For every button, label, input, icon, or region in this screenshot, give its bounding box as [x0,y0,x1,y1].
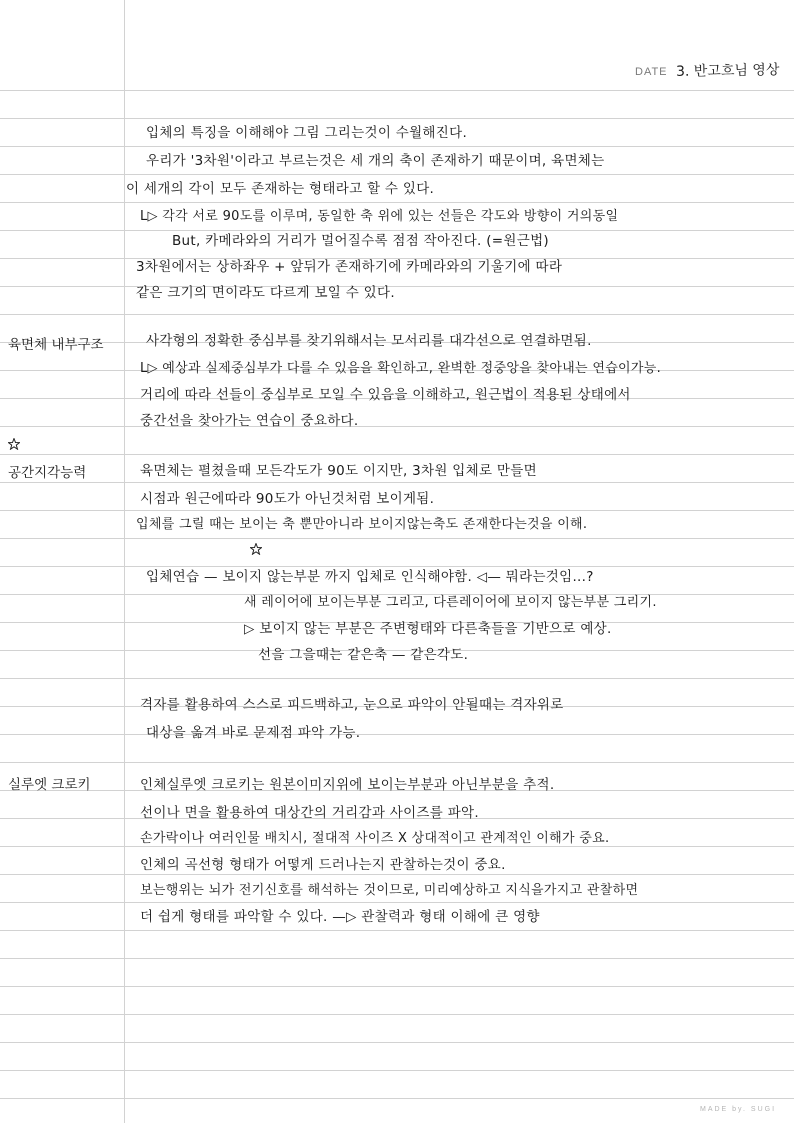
ruled-line [0,846,794,847]
ruled-line [0,734,794,735]
ruled-line [0,874,794,875]
note-line: 선이나 면을 활용하여 대상간의 거리감과 사이즈를 파악. [140,805,479,821]
note-line: 육면체는 펼쳤을때 모든각도가 90도 이지만, 3차원 입체로 만들면 [140,463,537,479]
ruled-line [0,202,794,203]
side-label: 육면체 내부구조 [8,337,104,353]
note-line: 격자를 활용하여 스스로 피드백하고, 눈으로 파악이 안될때는 격자위로 [140,697,564,713]
note-line: 입체의 특징을 이해해야 그림 그리는것이 수월해진다. [146,125,468,141]
date-value: 3. 반고흐님 영상 [675,62,780,80]
note-line: ▷ 보이지 않는 부분은 주변형태와 다른축들을 기반으로 예상. [244,621,612,637]
note-line: 우리가 '3차원'이라고 부르는것은 세 개의 축이 존재하기 때문이며, 육면체는 [146,153,605,169]
ruled-line [0,1042,794,1043]
ruled-line [0,118,794,119]
ruled-line [0,986,794,987]
note-line: 3차원에서는 상하좌우 + 앞뒤가 존재하기에 카메라와의 기울기에 따라 [136,259,563,275]
ruled-line [0,426,794,427]
note-line: 시점과 원근에따라 90도가 아닌것처럼 보이게됨. [140,491,435,507]
side-label: 공간지각능력 [8,465,87,481]
ruled-line [0,90,794,91]
note-line: 대상을 옮겨 바로 문제점 파악 가능. [146,725,361,741]
ruled-line [0,958,794,959]
ruled-line [0,314,794,315]
note-line: 새 레이어에 보이는부분 그리고, 다른레이어에 보이지 않는부분 그리기. [244,595,657,610]
ruled-line [0,902,794,903]
ruled-line [0,454,794,455]
note-line: 입체연습 — 보이지 않는부분 까지 입체로 인식해야함. ◁— 뭐라는것임...? [146,569,594,585]
ruled-line [0,1070,794,1071]
ruled-line [0,174,794,175]
note-line: 같은 크기의 면이라도 다르게 보일 수 있다. [136,285,395,301]
ruled-line [0,146,794,147]
ruled-line [0,538,794,539]
ruled-line [0,510,794,511]
ruled-line [0,930,794,931]
star-icon [8,438,20,450]
note-line: 더 쉽게 형태를 파악할 수 있다. —▷ 관찰력과 형태 이해에 큰 영향 [140,909,540,925]
star-icon [250,543,262,555]
ruled-line [0,762,794,763]
date-label: DATE [635,66,668,78]
footer-credit: MADE by. SUGI [700,1106,777,1113]
ruled-line [0,482,794,483]
note-line: 사각형의 정확한 중심부를 찾기위해서는 모서리를 대각선으로 연결하면됨. [146,333,592,349]
note-line: 보는행위는 뇌가 전기신호를 해석하는 것이므로, 미리예상하고 지식을가지고 관찰하면 [140,883,639,898]
note-line: 인체의 곡선형 형태가 어떻게 드러나는지 관찰하는것이 중요. [140,857,506,873]
note-line: 인체실루엣 크로키는 원본이미지위에 보이는부분과 아닌부분을 추적. [140,777,555,793]
note-line: 거리에 따라 선들이 중심부로 모일 수 있음을 이해하고, 원근법이 적용된 상태에서 [140,387,631,403]
note-line: 선을 그을때는 같은축 — 같은각도. [258,647,469,663]
ruled-line [0,678,794,679]
note-line: But, 카메라와의 거리가 멀어질수록 점점 작아진다. (=원근법) [172,233,549,249]
note-line: 중간선을 찾아가는 연습이 중요하다. [140,413,359,429]
ruled-line [0,286,794,287]
note-line: 입체를 그릴 때는 보이는 축 뿐만아니라 보이지않는축도 존재한다는것을 이해. [136,517,588,532]
note-line: 손가락이나 여러인물 배치시, 절대적 사이즈 X 상대적이고 관계적인 이해가 중요. [140,831,610,846]
margin-line [124,0,125,1123]
side-label: 실루엣 크로키 [8,777,91,793]
note-line: L▷ 각각 서로 90도를 이루며, 동일한 축 위에 있는 선들은 각도와 방향이 거의동일 [140,209,619,224]
note-line: L▷ 예상과 실제중심부가 다를 수 있음을 확인하고, 완벽한 정중앙을 찾아내는 연습이가능. [140,361,662,376]
note-line: 이 세개의 각이 모두 존재하는 형태라고 할 수 있다. [126,181,435,197]
ruled-line [0,1014,794,1015]
ruled-line [0,1098,794,1099]
